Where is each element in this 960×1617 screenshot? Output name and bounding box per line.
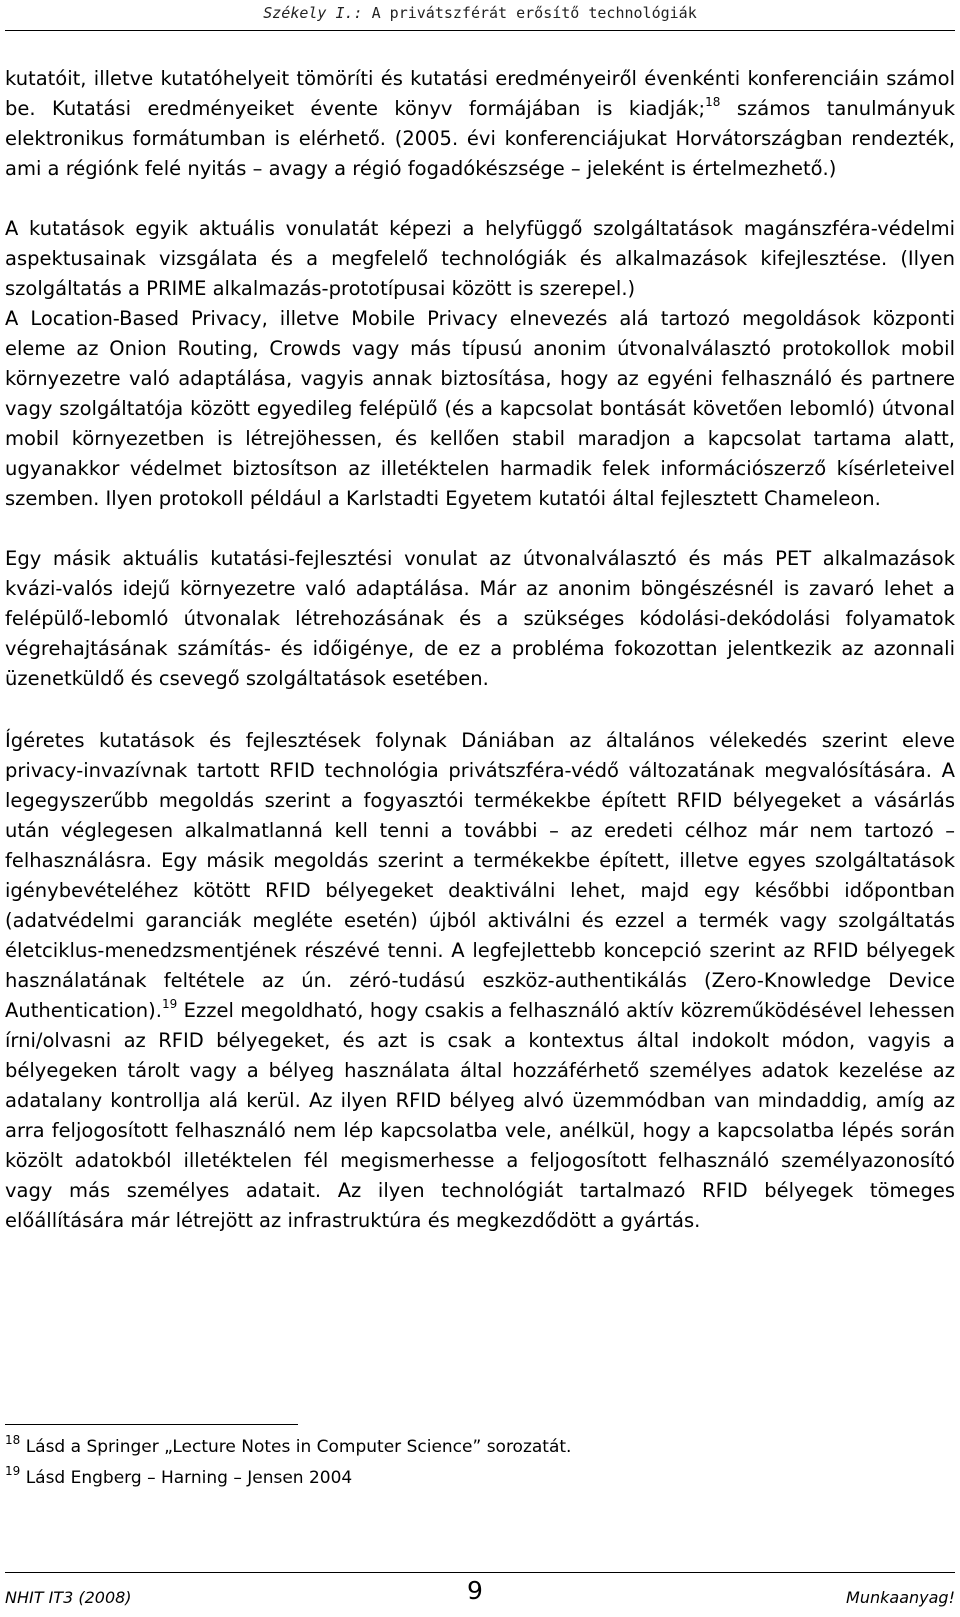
footnote-19 bbox=[5, 1463, 955, 1494]
paragraph-1-text-a: kutatóit, illetve kutatóhelyeit tömöríti és kutatási eredményeiről évenkénti konferenciáin számol be. Kutatási eredményeiket évente könyv formájában is kiadják; bbox=[5, 67, 955, 120]
paragraph-4: Egy másik aktuális kutatási-fejlesztési vonulat az útvonalválasztó és más PET alkalmazások kvázi-valós idejű környezetre való adaptálása. Már az anonim böngészésnél is zavaró lehet a felépülő-lebomló útvonalak létrehozásának és a szükséges kódolási-dekódolási folyamatok végrehajtásának számítás- és időigénye, de ez a probléma fokozottan jelentkezik az azonnali üzenetküldő és csevegő szolgáltatások esetében. bbox=[5, 547, 955, 690]
footer-divider bbox=[5, 1572, 955, 1573]
footnotes bbox=[5, 1432, 955, 1494]
header-divider bbox=[5, 30, 955, 31]
footnote-text: Lásd a Springer „Lecture Notes in Computer Science” sorozatát. bbox=[25, 1437, 572, 1457]
paragraph-2: A kutatások egyik aktuális vonulatát képezi a helyfüggő szolgáltatások magánszféra-védelmi aspektusainak vizsgálata és a megfelelő technológiák és alkalmazások kifejlesztése. (Ilyen szolgáltatás a PRIME alkalmazás-prototípusai között is szerepel.) bbox=[5, 217, 955, 300]
header-title: A privátszférát erősítő technológiák bbox=[362, 4, 697, 22]
document-body bbox=[5, 64, 955, 1236]
footnote-number: 19 bbox=[5, 1464, 21, 1478]
page-number: 9 bbox=[467, 1576, 483, 1605]
header-author: Székely I.: bbox=[263, 4, 363, 22]
footnote-text: Lásd Engberg – Harning – Jensen 2004 bbox=[25, 1468, 353, 1488]
footnote-divider bbox=[5, 1424, 298, 1425]
page-footer bbox=[5, 1574, 955, 1614]
paragraph-5-text-a: Ígéretes kutatások és fejlesztések folynak Dániában az általános vélekedés szerint eleve privacy-invazívnak tartott RFID technológia privátszféra-védő változatának megvalósítására. A legegyszerűbb megoldás szerint a fogyasztói termékekbe épített RFID bélyegeket a vásárlás után véglegesen alkalmatlanná kell tenni a további – az eredeti célhoz már nem tartozó – felhasználásra. Egy másik megoldás szerint a termékekbe épített, illetve egyes szolgáltatások igénybevételéhez kötött RFID bélyegeket deaktiválni lehet, majd egy későbbi időpontban (adatvédelmi garanciák megléte esetén) újból aktiválni és ezzel a termék vagy szolgáltatás életciklus-menedzsmentjének részévé tenni. A legfejlettebb koncepció szerint az RFID bélyegek használatának feltétele az ún. zéró-tudású eszköz-authentikálás (Zero-Knowledge Device Authentication). bbox=[5, 729, 955, 1022]
paragraph-5 bbox=[5, 726, 955, 1236]
footer-left: NHIT IT3 (2008) bbox=[5, 1588, 132, 1607]
paragraph-3: A Location-Based Privacy, illetve Mobile Privacy elnevezés alá tartozó megoldások központi eleme az Onion Routing, Crowds vagy más típusú anonim útvonalválasztó protokollok mobil környezetre való adaptálása, vagyis annak biztosítása, hogy az egyéni felhasználó és partnere vagy szolgáltatója között egyedileg felépülő (és a kapcsolat bontását követően lebomló) útvonal mobil környezetben is létrejöhessen, és kellően stabil maradjon a kapcsolat tartama alatt, ugyanakkor védelmet biztosítson az illetéktelen harmadik felek információszerző kísérleteivel szemben. Ilyen protokoll például a Karlstadti Egyetem kutatói által fejlesztett Chameleon. bbox=[5, 307, 955, 510]
paragraph-1 bbox=[5, 64, 955, 184]
footnote-18 bbox=[5, 1432, 955, 1463]
paragraph-5-text-b: Ezzel megoldható, hogy csakis a felhasználó aktív közreműködésével lehessen írni/olvasni az RFID bélyegeket, és azt is csak a kontextus által indokolt módon, vagyis a bélyegeken tárolt vagy a bélyeg használata által hozzáférhető személyes adatok kezelése az adatalany kontrollja alá kerül. Az ilyen RFID bélyeg alvó üzemmódban van mindaddig, amíg az arra feljogosított felhasználó nem lép kapcsolatba vele, anélkül, hogy a kapcsolatba lépés során közölt adatokból illetéktelen fél megismerhesse a feljogosított felhasználó személyazonosító vagy más személyes adatait. Az ilyen technológiát tartalmazó RFID bélyegek tömeges előállítására már létrejött az infrastruktúra és megkezdődött a gyártás. bbox=[5, 999, 955, 1232]
running-header bbox=[0, 0, 960, 30]
footer-right: Munkaanyag! bbox=[846, 1588, 955, 1607]
footnote-ref-18: 18 bbox=[705, 95, 721, 109]
footnote-ref-19: 19 bbox=[161, 997, 178, 1011]
paragraph-1-text-b: számos tanulmányuk elektronikus formátumban is elérhető. (2005. évi konferenciájukat Horvátországban rendezték, ami a régiónk felé nyitás – avagy a régió fogadókészsége – jeleként is értelmezhető.) bbox=[5, 97, 955, 180]
footnote-number: 18 bbox=[5, 1433, 21, 1447]
